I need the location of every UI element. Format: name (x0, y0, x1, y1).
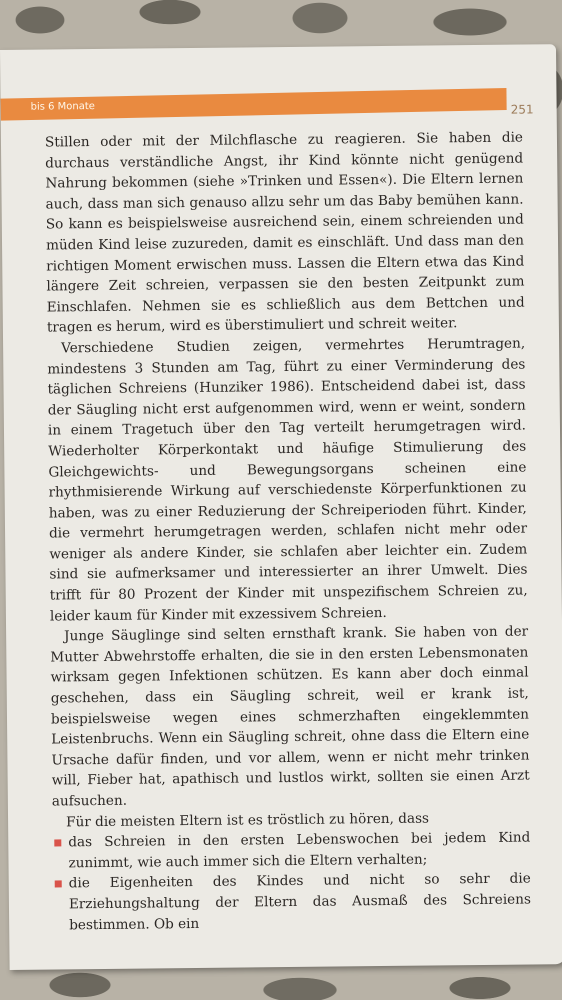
chapter-label: bis 6 Monate (30, 101, 95, 113)
body-text (45, 128, 531, 936)
book-page (0, 44, 562, 970)
list-item (69, 869, 532, 936)
paragraph-4: Für die meisten Eltern ist es tröstlich zu hören, dass (66, 810, 430, 830)
page-number: 251 (510, 102, 534, 117)
bullet-list (52, 828, 531, 936)
bullet-square-icon (54, 840, 61, 847)
list-item-text: die Eigenheiten des Kindes und nicht so sehr die Erziehungshaltung der Eltern das Ausmaß des Schreiens bestimmen. Ob ein (68, 870, 532, 933)
bullet-square-icon (55, 881, 62, 888)
list-item-text: das Schreien in den ersten Lebenswochen bei jedem Kind zunimmt, wie auch immer sich die Eltern verhalten; (68, 829, 531, 872)
list-item (68, 828, 530, 874)
paragraph-3: Junge Säuglinge sind selten ernsthaft krank. Sie haben von der Mutter Abwehrstoffe erhalten, die sie in den ersten Lebensmonaten wirksam gegen Infektionen schützen. Es kann aber doch einmal geschehen, dass ein Säugling schreit, weil er krank ist, beispielsweise wegen eines schmerzhaften eingeklemmten Leistenbruchs. Wenn ein Säugling schreit, ohne dass die Eltern eine Ursache dafür finden, und vor allem, wenn er nicht mehr trinken will, Fieber hat, apathisch und lustlos wirkt, sollten sie einen Arzt aufsuchen. (50, 623, 530, 810)
paragraph-2: Verschiedene Studien zeigen, vermehrtes Herumtragen, mindestens 3 Stunden am Tag, führt zu einer Verminderung des täglichen Schreiens (Hunziker 1986). Entscheidend dabei ist, dass der Säugling nicht erst aufgenommen wird, wenn er weint, sondern in einem Tragetuch über den Tag verteilt herumgetragen wird. Wiederholter Körperkontakt und häufige Stimulierung des Gleichgewichts- und Bewegungsorgans scheinen eine rhythmisierende Wirkung auf verschiedenste Körperfunktionen zu haben, was zu einer Reduzierung der Schreiperioden führt. Kinder, die vermehrt herumgetragen werden, schlafen nicht mehr oder weniger als andere Kinder, sie schlafen aber leichter ein. Zudem sind sie aufmerksamer und interessierter an ihrer Umwelt. Dies trifft für 80 Prozent der Kinder mit unspezifischem Schreien zu, leider kaum für Kinder mit exzessivem Schreien. (47, 335, 528, 625)
paragraph-1: Stillen oder mit der Milchflasche zu reagieren. Sie haben die durchaus verständliche Angst, ihr Kind könnte nicht genügend Nahrung bekommen (siehe »Trinken und Essen«). Die Eltern lernen auch, dass man sich genauso allzu sehr um das Baby bemühen kann. So kann es beispielsweise ausreichend sein, einem schreienden und müden Kind leise zuzureden, damit es einschläft. Und dass man den richtigen Moment erwischen muss. Lassen die Eltern etwa das Kind längere Zeit schreien, verpassen sie den besten Zeitpunkt zum Einschlafen. Nehmen sie es schließlich aus dem Bettchen und tragen es herum, wird es überstimuliert und schreit weiter. (44, 129, 525, 336)
